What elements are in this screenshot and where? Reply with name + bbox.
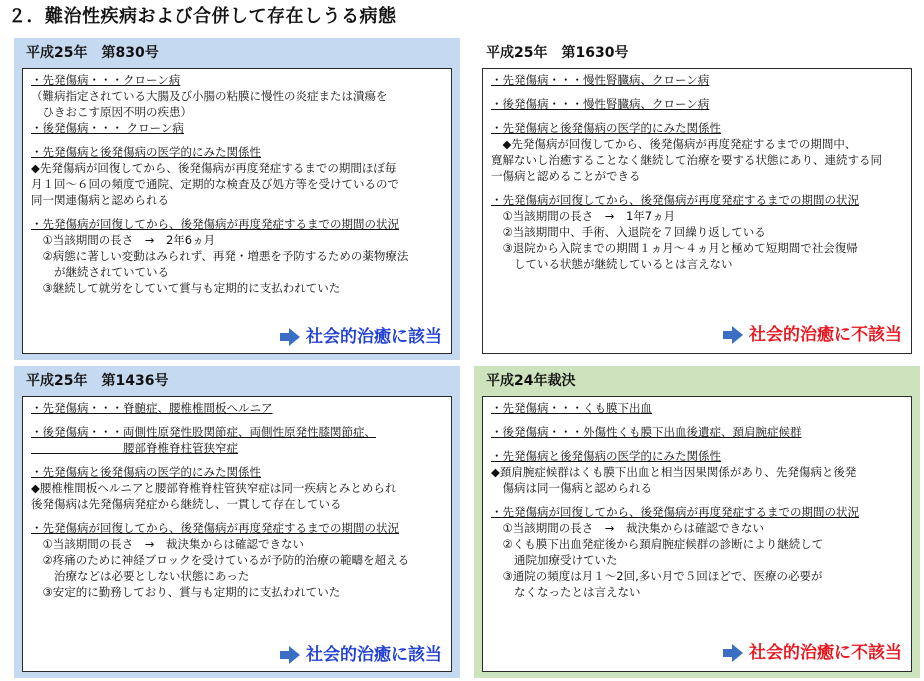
blank-line [491,88,903,96]
arrow-right-icon [723,326,745,344]
case-text-line: ・先発傷病が回復してから、後発傷病が再度発症するまでの期間の状況 [491,193,859,207]
verdict-text: 社会的治癒に該当 [306,645,442,665]
blank-line [31,208,443,216]
case-text-line: 後発傷病は先発傷病発症から継続し、一貫して存在している [31,497,342,511]
case-text-line: ③継続して就労をしていて賞与も定期的に支払われていた [31,281,341,295]
case-details-box [22,396,452,672]
case-text-line: ・先発傷病が回復してから、後発傷病が再度発症するまでの期間の状況 [491,505,859,519]
verdict-label [723,322,902,348]
blank-line [31,512,443,520]
case-text-line: ①当該期間の長さ → 2年6ヵ月 [31,233,216,247]
case-text-line: ◆先発傷病が回復してから、後発傷病が再度発症するまでの期間中、 [491,137,857,151]
case-text-line: ◆腰椎椎間板ヘルニアと腰部脊椎脊柱管狭窄症は同一疾病とみとめられ [31,481,397,495]
arrow-right-icon [280,646,302,664]
verdict-label [280,642,442,668]
verdict-label [723,640,902,666]
case-text-line: ・先発傷病が回復してから、後発傷病が再度発症するまでの期間の状況 [31,521,399,535]
case-text-line: が継続されていている [31,265,169,279]
case-text-line: ③通院の頻度は月１～2回,多い月で５回ほどで、医療の必要が [491,569,823,583]
case-text-line: ・先発傷病・・・クローン病 [31,73,181,87]
blank-line [491,440,903,448]
case-text-line: ・先発傷病と後発傷病の医学的にみた関係性 [491,449,721,463]
case-panel-h25-1630 [474,38,920,360]
case-title: 平成25年 第1630号 [486,45,629,61]
case-text-line: ②当該期間中、手術、入退院を７回繰り返している [491,225,766,239]
case-text-line: 寛解ないし治癒することなく継続して治療を要する状態にあり、連続する同 [491,153,882,167]
case-text-line: ①当該期間の長さ → 裁決集からは確認できない [31,537,304,551]
blank-line [31,456,443,464]
case-text-line: ・先発傷病と後発傷病の医学的にみた関係性 [31,465,261,479]
case-text-line: ・先発傷病・・・慢性腎臓病、クローン病 [491,73,710,87]
case-text-line: 傷病は同一傷病と認められる [491,481,652,495]
blank-line [491,112,903,120]
case-title: 平成25年 第830号 [26,45,159,61]
verdict-text: 社会的治癒に不該当 [749,643,902,663]
case-panel-h25-1436 [14,366,460,678]
case-text-line: ・先発傷病が回復してから、後発傷病が再度発症するまでの期間の状況 [31,217,399,231]
case-text-line: なくなったとは言えない [491,585,641,599]
blank-line [491,416,903,424]
case-text-line: ②病態に著しい変動はみられず、再発・増悪を予防するための薬物療法 [31,249,409,263]
case-text-line: ③安定的に勤務しており、賞与も定期的に支払われていた [31,585,341,599]
case-text-line: 同一関連傷病と認められる [31,193,169,207]
verdict-label [280,324,442,350]
case-text-line: 月１回～６回の頻度で通院、定期的な検査及び処方等を受けているので [31,177,399,191]
case-text-line: ②くも膜下出血発症後から頚肩腕症候群の診断により継続して [491,537,824,551]
case-title: 平成24年裁決 [486,373,576,389]
case-title: 平成25年 第1436号 [26,373,169,389]
blank-line [31,416,443,424]
case-text-line: ◆頚肩腕症候群はくも膜下出血と相当因果関係があり、先発傷病と後発 [491,465,857,479]
case-text-line: ◆先発傷病が回復してから、後発傷病が再度発症するまでの期間ほぼ毎 [31,161,397,175]
blank-line [491,496,903,504]
arrow-right-icon [280,328,302,346]
case-text-line: ・後発傷病・・・ クローン病 [31,121,184,135]
verdict-text: 社会的治癒に不該当 [749,325,902,345]
case-text-line: ・先発傷病と後発傷病の医学的にみた関係性 [31,145,261,159]
case-text-line: 通院加療受けていた [491,553,618,567]
case-panel-h24-decision [474,366,920,678]
case-text-line: ③退院から入院までの期間１ヵ月～４ヵ月と極めて短期間で社会復帰 [491,241,858,255]
case-text-line: ①当該期間の長さ → 裁決集からは確認できない [491,521,764,535]
blank-line [31,136,443,144]
verdict-text: 社会的治癒に該当 [306,327,442,347]
case-text-line: ・先発傷病と後発傷病の医学的にみた関係性 [491,121,721,135]
case-text-line: ・先発傷病・・・脊髄症、腰椎椎間板ヘルニア [31,401,273,415]
case-details-box [482,396,912,672]
case-text-line: 治療などは必要としない状態にあった [31,569,250,583]
case-text-line: ・後発傷病・・・慢性腎臓病、クローン病 [491,97,710,111]
blank-line [491,184,903,192]
case-text-line: （難病指定されている大腸及び小腸の粘膜に慢性の炎症または潰瘍を [31,89,388,103]
case-text-line: ②疼痛のために神経ブロックを受けているが予防的治療の範疇を超える [31,553,410,567]
case-text-line: ・後発傷病・・・両側性原発性股関節症、両側性原発性膝関節症、 [31,425,376,439]
case-panel-h25-830 [14,38,460,360]
page-title: ２．難治性疾病および合併して存在しうる病態 [8,6,397,27]
case-text-line: している状態が継続しているとは言えない [491,257,733,271]
case-text-line: 腰部脊椎脊柱管狭窄症 [31,441,238,455]
case-text-line: ・先発傷病・・・くも膜下出血 [491,401,652,415]
case-text-line: ひきおこす原因不明の疾患） [31,105,192,119]
arrow-right-icon [723,644,745,662]
case-text-line: ・後発傷病・・・外傷性くも膜下出血後遺症、頚肩腕症候群 [491,425,802,439]
case-text-line: ①当該期間の長さ → 1年7ヵ月 [491,209,676,223]
case-details-box [22,68,452,354]
case-text-line: 一傷病と認めることができる [491,169,641,183]
case-details-box [482,68,912,354]
